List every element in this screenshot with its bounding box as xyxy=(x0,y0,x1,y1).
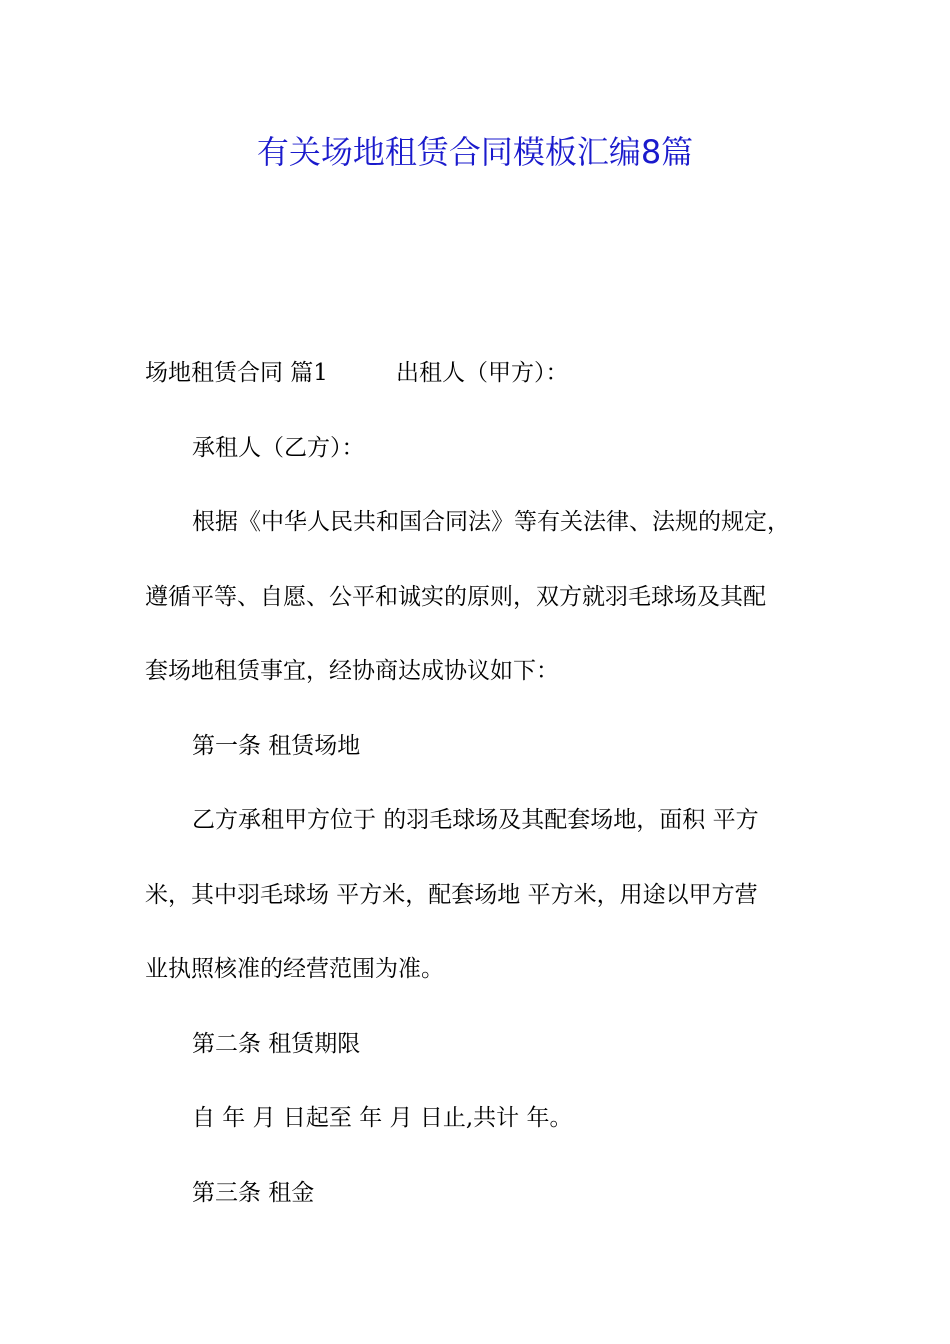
document-title: 有关场地租赁合同模板汇编8篇 xyxy=(256,133,694,171)
intro-line-1: 根据《中华人民共和国合同法》等有关法律、法规的规定， xyxy=(192,509,790,535)
section-header-line xyxy=(145,336,825,411)
article-1-title: 第一条 租赁场地 xyxy=(192,732,361,759)
document-body xyxy=(145,336,825,1230)
article-1-line-3: 业执照核准的经营范围为准。 xyxy=(145,956,444,982)
article-2-line: 自 年 月 日起至 年 月 日止,共计 年。 xyxy=(192,1105,573,1131)
article-2-title: 第二条 租赁期限 xyxy=(192,1030,361,1057)
lessor-label: 出租人（甲方）： xyxy=(395,360,569,386)
article-1-line-2: 米，其中羽毛球场 平方米，配套场地 平方米，用途以甲方营 xyxy=(145,881,758,908)
intro-line-3: 套场地租赁事宜，经协商达成协议如下： xyxy=(145,658,559,684)
lessee-label: 承租人（乙方）： xyxy=(192,434,365,461)
article-1-line-1: 乙方承租甲方位于 的羽毛球场及其配套场地，面积 平方 xyxy=(192,807,759,833)
article-3-title: 第三条 租金 xyxy=(192,1179,315,1206)
section-heading: 场地租赁合同 篇1 xyxy=(145,360,328,386)
intro-line-2: 遵循平等、自愿、公平和诚实的原则，双方就羽毛球场及其配 xyxy=(145,583,766,610)
